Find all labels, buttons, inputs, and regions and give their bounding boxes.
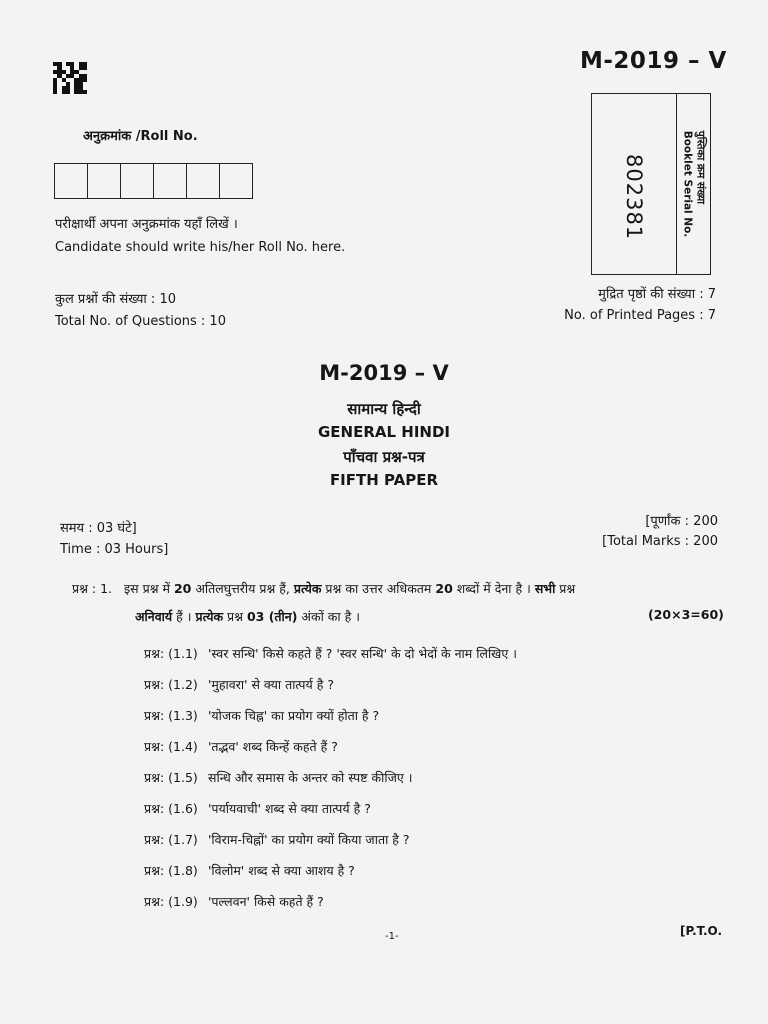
- text: प्रत्येक: [293, 581, 322, 596]
- roll-digit-box[interactable]: [55, 164, 88, 198]
- sub-question: [144, 831, 410, 848]
- sub-question-text: 'मुहावरा' से क्या तात्पर्य है ?: [208, 677, 334, 692]
- roll-digit-box[interactable]: [220, 164, 252, 198]
- sub-question-number: प्रश्न: (1.3): [144, 708, 198, 723]
- sub-question-text: 'विराम-चिह्नों' का प्रयोग क्यों किया जाता है ?: [208, 832, 410, 847]
- text: अंकों का है ।: [297, 609, 360, 624]
- total-marks-hi: [पूर्णांक : 200: [645, 514, 718, 529]
- question-count-en: Total No. of Questions : 10: [55, 314, 226, 329]
- roll-digit-box[interactable]: [154, 164, 187, 198]
- sub-question: [144, 676, 334, 693]
- text: प्रत्येक: [195, 609, 224, 624]
- sub-question: [144, 707, 379, 724]
- paper-title-hi: पाँचवा प्रश्न-पत्र: [343, 448, 425, 466]
- time-en: Time : 03 Hours]: [60, 542, 169, 557]
- text: अतिलघुत्तरीय प्रश्न हैं,: [191, 581, 294, 596]
- sub-question-text: 'योजक चिह्न' का प्रयोग क्यों होता है ?: [208, 708, 380, 723]
- sub-question-number: प्रश्न: (1.7): [144, 832, 198, 847]
- subject-title-en: GENERAL HINDI: [317, 423, 451, 441]
- sub-question: [144, 800, 371, 817]
- booklet-serial-label: [678, 94, 708, 274]
- sub-question: [144, 738, 338, 755]
- question-1-intro: [72, 580, 575, 597]
- question-count-hi: कुल प्रश्नों की संख्या : 10: [55, 292, 176, 307]
- pto-label: [P.T.O.: [680, 924, 723, 938]
- text: 03 (तीन): [246, 609, 298, 624]
- sub-question: [144, 645, 517, 662]
- roll-instruction-hi: परीक्षार्थी अपना अनुक्रमांक यहाँ लिखें ।: [55, 217, 238, 232]
- sub-question-text: 'विलोम' शब्द से क्या आशय है ?: [208, 863, 355, 878]
- roll-number-label: अनुक्रमांक /Roll No.: [83, 129, 198, 144]
- roll-digit-box[interactable]: [187, 164, 220, 198]
- divider: [676, 94, 677, 274]
- roll-digit-box[interactable]: [88, 164, 121, 198]
- page-number: -1-: [385, 931, 399, 942]
- sub-question-text: 'स्वर सन्धि' किसे कहते हैं ? 'स्वर सन्धि' के दो भेदों के नाम लिखिए ।: [208, 646, 518, 661]
- text: हैं ।: [172, 609, 196, 624]
- sub-question-number: प्रश्न: (1.9): [144, 894, 198, 909]
- sub-question-text: 'पर्यायवाची' शब्द से क्या तात्पर्य है ?: [208, 801, 371, 816]
- text: प्रश्न: [555, 581, 576, 596]
- roll-digit-box[interactable]: [121, 164, 154, 198]
- booklet-serial-box: [591, 93, 711, 275]
- qr-code-icon: [53, 62, 87, 94]
- sub-question-number: प्रश्न: (1.8): [144, 863, 198, 878]
- sub-question-text: सन्धि और समास के अन्तर को स्पष्ट कीजिए ।: [208, 770, 413, 785]
- text: प्रश्न: [223, 609, 247, 624]
- roll-instruction-en: Candidate should write his/her Roll No. here.: [55, 240, 346, 255]
- sub-question: [144, 893, 324, 910]
- sub-question-number: प्रश्न: (1.6): [144, 801, 198, 816]
- text: 20: [435, 581, 453, 596]
- page-count-hi: मुद्रित पृष्ठों की संख्या : 7: [598, 287, 716, 302]
- time-hi: समय : 03 घंटे]: [60, 521, 137, 536]
- page-count-en: No. of Printed Pages : 7: [564, 308, 716, 323]
- paper-title-en: FIFTH PAPER: [329, 471, 439, 489]
- text: इस प्रश्न में: [124, 581, 174, 596]
- roll-number-boxes[interactable]: [54, 163, 253, 199]
- subject-title-hi: सामान्य हिन्दी: [347, 400, 421, 418]
- text: 20: [173, 581, 192, 596]
- sub-question-number: प्रश्न: (1.4): [144, 739, 198, 754]
- sub-question: [144, 862, 355, 879]
- paper-code-title: M-2019 – V: [319, 361, 449, 385]
- sub-question-text: 'पल्लवन' किसे कहते हैं ?: [208, 894, 324, 909]
- question-1-marks: (20×3=60): [648, 607, 724, 622]
- sub-question-text: 'तद्भव' शब्द किन्हें कहते हैं ?: [208, 739, 338, 754]
- booklet-serial-number: 802381: [622, 154, 646, 241]
- sub-question-number: प्रश्न: (1.2): [144, 677, 198, 692]
- text: अनिवार्य: [135, 609, 173, 624]
- sub-question-number: प्रश्न: (1.5): [144, 770, 198, 785]
- question-1-prefix: प्रश्न : 1.: [72, 581, 113, 596]
- sub-question-number: प्रश्न: (1.1): [144, 646, 198, 661]
- total-marks-en: [Total Marks : 200: [602, 534, 718, 549]
- booklet-serial-label-hi: पुस्तिका क्रम संख्या: [694, 130, 707, 204]
- text: सभी: [534, 581, 556, 596]
- booklet-serial-label-en: Booklet Serial No.: [681, 130, 694, 238]
- sub-question: [144, 769, 412, 786]
- text: प्रश्न का उत्तर अधिकतम: [321, 581, 436, 596]
- text: शब्दों में देना है ।: [452, 581, 535, 596]
- question-1-intro-line2: [135, 608, 360, 625]
- paper-code-header: M-2019 – V: [580, 48, 727, 74]
